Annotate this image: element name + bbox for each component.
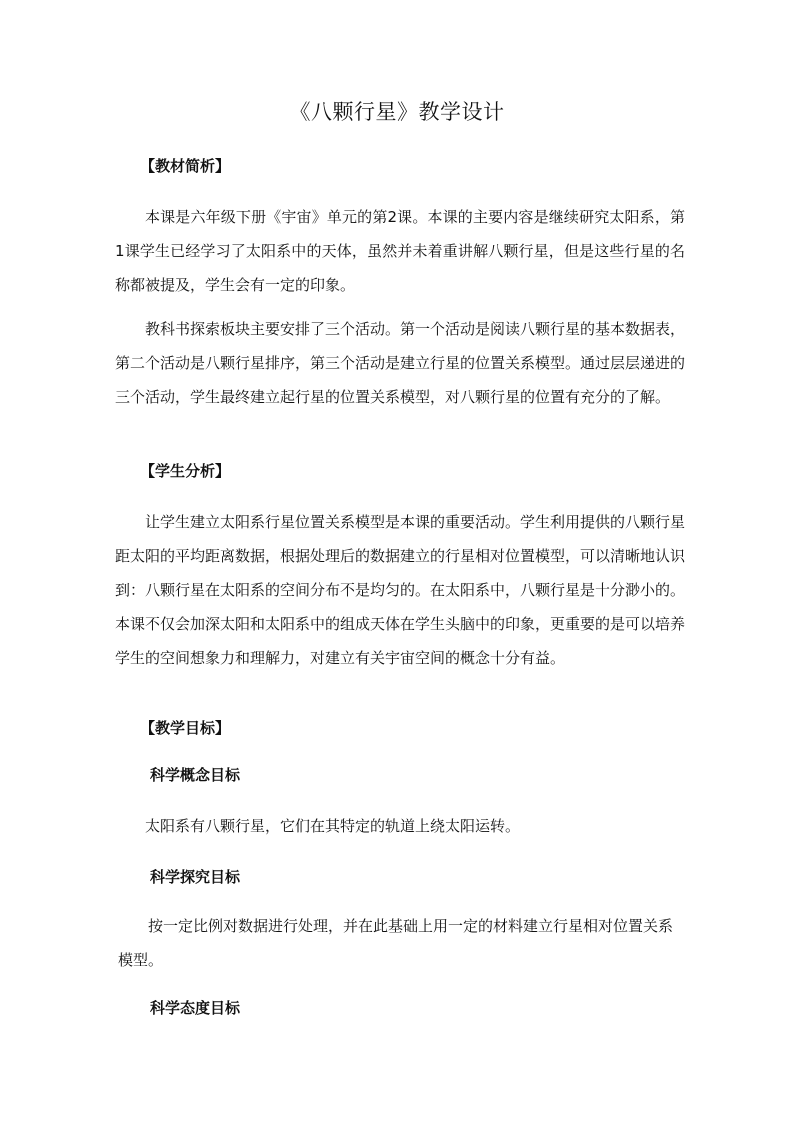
material-paragraph-1: 本课是六年级下册《宇宙》单元的第2课。本课的主要内容是继续研究太阳系，第1课学生已经学习了太阳系中的天体，虽然并未着重讲解八颗行星，但是这些行星的名称都被提及，学生会有一定的印象。 <box>115 208 685 294</box>
material-paragraph-2: 教科书探索板块主要安排了三个活动。第一个活动是阅读八颗行星的基本数据表，第二个活动是八颗行星排序，第三个活动是建立行星的位置关系模型。通过层层递进的三个活动，学生最终建立起行星的位置关系模型，对八颗行星的位置有充分的了解。 <box>115 320 686 406</box>
students-paragraph: 让学生建立太阳系行星位置关系模型是本课的重要活动。学生利用提供的八颗行星距太阳的平均距离数据，根据处理后的数据建立的行星相对位置模型，可以清晰地认识到：八颗行星在太阳系的空间分布不是均匀的。在太阳系中，八颗行星是十分渺小的。本课不仅会加深太阳和太阳系中的组成天体在学生头脑中的印象，更重要的是可以培养学生的空间想象力和理解力，对建立有关宇宙空间的概念十分有益。 <box>115 513 686 667</box>
section-heading-goals: 【教学目标】 <box>140 719 231 737</box>
subheading-attitude-goal: 科学态度目标 <box>150 999 241 1017</box>
subheading-inquiry-goal: 科学探究目标 <box>150 868 241 886</box>
section-heading-students: 【学生分析】 <box>140 462 231 480</box>
document-title: 《八颗行星》教学设计 <box>289 100 505 124</box>
section-heading-material: 【教材简析】 <box>140 157 231 175</box>
concept-goal-text: 太阳系有八颗行星，它们在其特定的轨道上绕太阳运转。 <box>145 817 521 835</box>
inquiry-goal-text: 按一定比例对数据进行处理，并在此基础上用一定的材料建立行星相对位置关系模型。 <box>118 917 674 969</box>
subheading-concept-goal: 科学概念目标 <box>150 766 241 784</box>
